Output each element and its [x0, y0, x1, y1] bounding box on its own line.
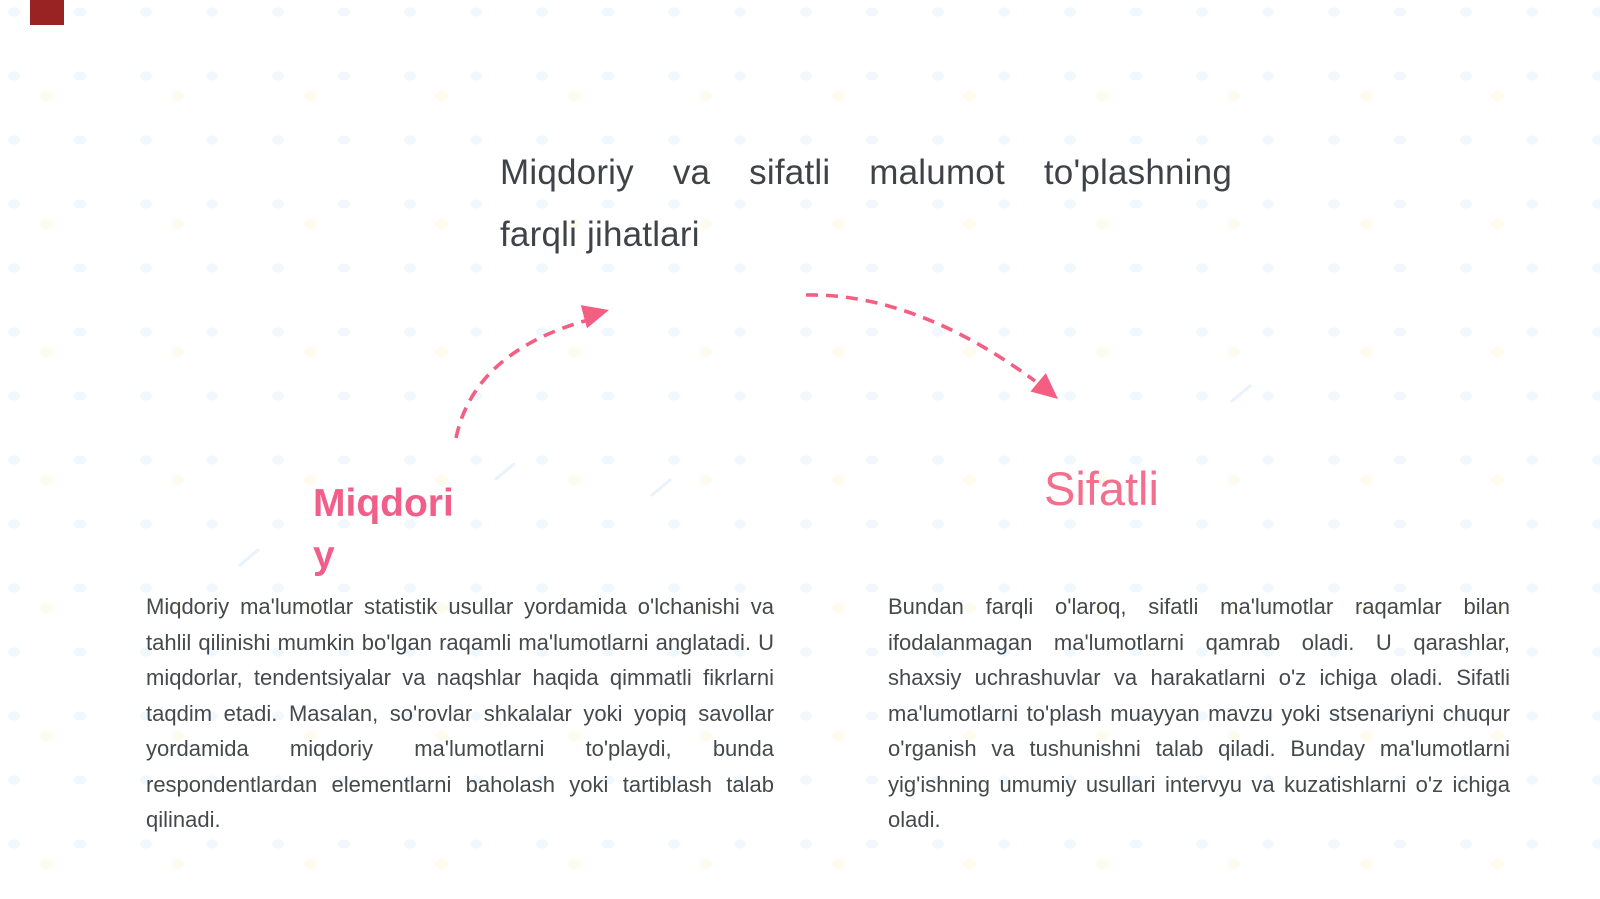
watermark-stroke: [1230, 384, 1252, 403]
red-mark: [30, 0, 64, 25]
left-column-heading: Miqdoriy: [313, 482, 454, 577]
slide-title: [500, 142, 1232, 266]
right-curved-dashed-arrow-icon: [800, 283, 1065, 408]
right-column-body: Bundan farqli o'laroq, sifatli ma'lumotlar raqamlar bilan ifodalanmagan ma'lumotlarni qamrab oladi. U qarashlar, shaxsiy uchrashuvlar va harakatlarni o'z ichiga oladi. Sifatli ma'lumotlarni to'plash muayyan mavzu yoki stsenariyni chuqur o'rganish va tushunishni talab qiladi. Bunday ma'lumotlarni yig'ishning umumiy usullari intervyu va kuzatishlarni o'z ichiga oladi.: [888, 594, 1510, 832]
left-column-body: Miqdoriy ma'lumotlar statistik usullar yordamida o'lchanishi va tahlil qilinishi mumkin bo'lgan raqamli ma'lumotlarni anglatadi. U miqdorlar, tendentsiyalar va naqshlar haqida qimmatli fikrlarni taqdim etadi. Masalan, so'rovlar shkalalar yoki yopiq savollar yordamida miqdoriy ma'lumotlarni to'playdi, bunda respondentlardan elementlarni baholash yoki tartiblash talab qilinadi.: [146, 594, 774, 832]
title-line-2: farqli jihatlari: [500, 215, 700, 254]
title-line-1: Miqdoriy va sifatli malumot to'plashning: [500, 153, 1232, 192]
watermark-stroke: [650, 478, 672, 497]
right-column-heading: Sifatli: [1044, 462, 1159, 515]
watermark-stroke: [494, 462, 516, 481]
left-curved-dashed-arrow-icon: [448, 300, 613, 445]
watermark-stroke: [238, 548, 260, 567]
